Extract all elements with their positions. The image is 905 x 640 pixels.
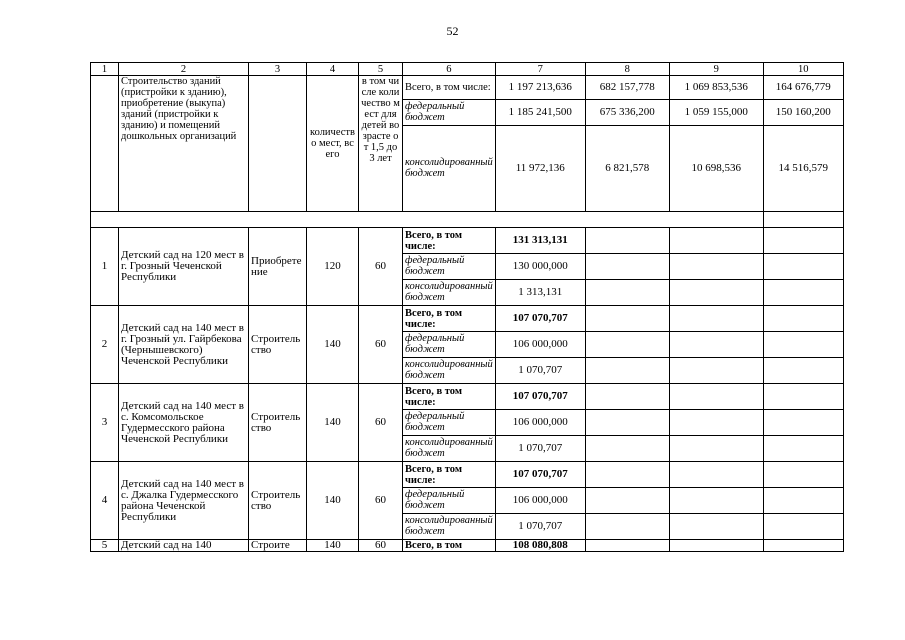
row-label: Всего, в том числе: (403, 76, 496, 100)
table-row (91, 462, 844, 488)
cell-value: 1 070,707 (495, 514, 585, 540)
row-label: Всего, в том числе: (403, 228, 496, 254)
cell-value: 106 000,000 (495, 410, 585, 436)
row-number: 5 (91, 540, 119, 552)
object-type: Строительство (249, 306, 307, 384)
object-name: Детский сад на 120 мест в г. Грозный Чеченской Республики (119, 228, 249, 306)
cell-value: 1 059 155,000 (669, 100, 763, 126)
row-label: Всего, в том числе: (403, 306, 496, 332)
row-label: консолидированный бюджет (403, 514, 496, 540)
program-small-places: в том числе количество мест для детей возрасте от 1,5 до 3 лет (359, 76, 403, 212)
col-header: 2 (119, 63, 249, 76)
object-type: Строите (249, 540, 307, 552)
spacer-row (91, 212, 844, 228)
col-header: 4 (307, 63, 359, 76)
row-label: консолидированный бюджет (403, 280, 496, 306)
cell-value: 107 070,707 (495, 462, 585, 488)
object-places: 140 (307, 306, 359, 384)
table-row (91, 306, 844, 332)
row-number: 3 (91, 384, 119, 462)
object-places: 140 (307, 384, 359, 462)
object-small-places: 60 (359, 384, 403, 462)
row-label: консолидированный бюджет (403, 126, 496, 212)
program-places: количество мест, всего (307, 76, 359, 212)
cell-value: 10 698,536 (669, 126, 763, 212)
cell-value: 150 160,200 (763, 100, 843, 126)
column-number-row (91, 63, 844, 76)
object-type: Строительство (249, 462, 307, 540)
object-small-places: 60 (359, 306, 403, 384)
cell-value: 6 821,578 (585, 126, 669, 212)
col-header: 3 (249, 63, 307, 76)
object-type: Строительство (249, 384, 307, 462)
row-label: консолидированный бюджет (403, 436, 496, 462)
object-places: 140 (307, 540, 359, 552)
row-number: 4 (91, 462, 119, 540)
table-row (91, 76, 844, 100)
col-header: 9 (669, 63, 763, 76)
page-number: 52 (446, 24, 459, 38)
cell-value: 1 313,131 (495, 280, 585, 306)
cell-value: 106 000,000 (495, 332, 585, 358)
cell-value: 1 069 853,536 (669, 76, 763, 100)
cell-value: 1 185 241,500 (495, 100, 585, 126)
object-name: Детский сад на 140 мест в с. Джалка Гудермесского района Чеченской Республики (119, 462, 249, 540)
object-small-places: 60 (359, 540, 403, 552)
cell-value: 11 972,136 (495, 126, 585, 212)
object-type: Приобретение (249, 228, 307, 306)
col-header: 8 (585, 63, 669, 76)
object-name: Детский сад на 140 мест в с. Комсомольское Гудермесского района Чеченской Республики (119, 384, 249, 462)
cell-value: 164 676,779 (763, 76, 843, 100)
cell-value: 107 070,707 (495, 306, 585, 332)
cell-value: 106 000,000 (495, 488, 585, 514)
object-places: 120 (307, 228, 359, 306)
row-label: федеральный бюджет (403, 332, 496, 358)
row-label: федеральный бюджет (403, 254, 496, 280)
col-header: 1 (91, 63, 119, 76)
cell-value: 1 070,707 (495, 436, 585, 462)
cell-value: 1 070,707 (495, 358, 585, 384)
budget-table (90, 62, 844, 552)
row-label: консолидированный бюджет (403, 358, 496, 384)
row-label: Всего, в том числе: (403, 384, 496, 410)
object-places: 140 (307, 462, 359, 540)
cell-value: 131 313,131 (495, 228, 585, 254)
row-number: 1 (91, 228, 119, 306)
row-label: федеральный бюджет (403, 410, 496, 436)
cell-value: 682 157,778 (585, 76, 669, 100)
cell-value: 14 516,579 (763, 126, 843, 212)
object-name: Детский сад на 140 (119, 540, 249, 552)
object-small-places: 60 (359, 228, 403, 306)
cell-value: 1 197 213,636 (495, 76, 585, 100)
cell-value: 130 000,000 (495, 254, 585, 280)
row-label: федеральный бюджет (403, 488, 496, 514)
row-label: Всего, в том числе: (403, 462, 496, 488)
col-header: 10 (763, 63, 843, 76)
cell-value: 675 336,200 (585, 100, 669, 126)
row-label: Всего, в том (403, 540, 496, 552)
cell-value: 108 080,808 (495, 540, 585, 552)
row-label: федеральный бюджет (403, 100, 496, 126)
table-row (91, 228, 844, 254)
program-name: Строительство зданий (пристройки к зданию), приобретение (выкупа) зданий (пристройки к зданию) и помещений дошкольных организаций (119, 76, 249, 212)
table-row (91, 384, 844, 410)
col-header: 7 (495, 63, 585, 76)
cell-value: 107 070,707 (495, 384, 585, 410)
col-header: 5 (359, 63, 403, 76)
object-small-places: 60 (359, 462, 403, 540)
col-header: 6 (403, 63, 496, 76)
row-number: 2 (91, 306, 119, 384)
object-name: Детский сад на 140 мест в г. Грозный ул. Гайрбекова (Чернышевского) Чеченской Республики (119, 306, 249, 384)
table-row (91, 540, 844, 552)
